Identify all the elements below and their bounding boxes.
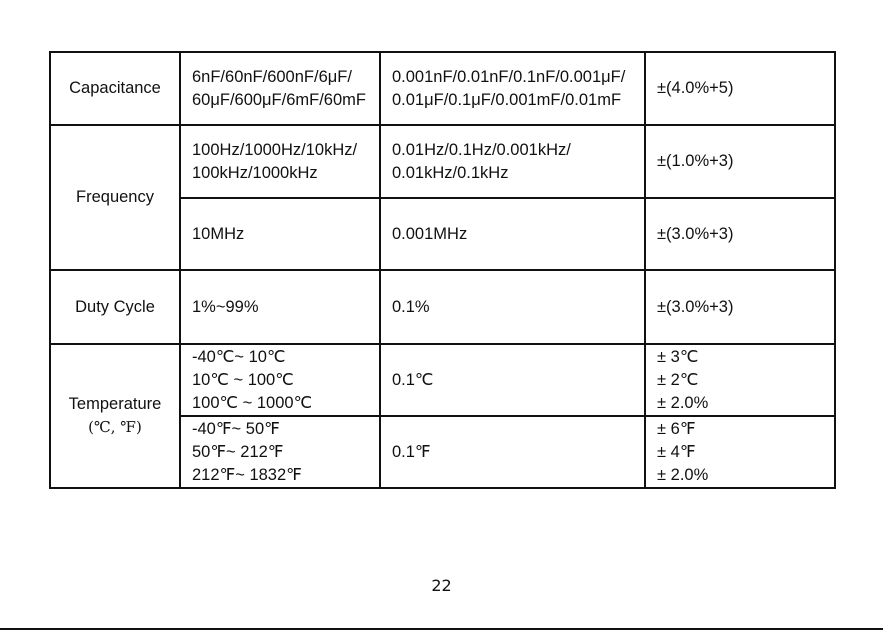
accuracy-value: ± 2℃ xyxy=(657,370,699,389)
resolution-cell xyxy=(380,125,645,198)
resolution-line: 0.01μF/0.1μF/0.001mF/0.01mF xyxy=(392,90,622,109)
table-row-temperature-celsius xyxy=(50,344,835,416)
parameter-cell-duty-cycle xyxy=(50,270,180,344)
range-line: 50℉~ 212℉ xyxy=(192,442,284,461)
accuracy-cell xyxy=(645,198,835,270)
resolution-line: 0.1% xyxy=(392,297,430,316)
resolution-cell xyxy=(380,52,645,125)
range-line: 100℃ ~ 1000℃ xyxy=(192,393,313,412)
range-line: 10MHz xyxy=(192,224,245,243)
range-cell xyxy=(180,270,380,344)
range-line: -40℃~ 10℃ xyxy=(192,347,286,366)
accuracy-cell xyxy=(645,344,835,416)
table-row-frequency-low xyxy=(50,125,835,198)
range-line: 60μF/600μF/6mF/60mF xyxy=(192,90,366,109)
resolution-line: 0.001MHz xyxy=(392,224,468,243)
table-row-capacitance xyxy=(50,52,835,125)
accuracy-value: ± 6℉ xyxy=(657,419,696,438)
accuracy-value: ± 3℃ xyxy=(657,347,699,366)
table-row-duty-cycle xyxy=(50,270,835,344)
accuracy-value: ±(3.0%+3) xyxy=(657,224,734,243)
accuracy-value: ± 2.0% xyxy=(657,465,709,484)
resolution-cell xyxy=(380,344,645,416)
footer-divider xyxy=(0,628,883,630)
parameter-label: Temperature xyxy=(68,395,162,413)
range-line: -40℉~ 50℉ xyxy=(192,419,280,438)
accuracy-value: ± 4℉ xyxy=(657,442,696,461)
accuracy-cell xyxy=(645,52,835,125)
parameter-label: Frequency xyxy=(76,188,154,206)
specification-table xyxy=(49,51,836,489)
parameter-units: (℃, ℉) xyxy=(88,418,142,436)
resolution-line: 0.1℉ xyxy=(392,442,431,461)
accuracy-cell xyxy=(645,270,835,344)
range-cell xyxy=(180,344,380,416)
parameter-label: Duty Cycle xyxy=(75,297,155,316)
resolution-line: 0.001nF/0.01nF/0.1nF/0.001μF/ xyxy=(392,67,626,86)
range-cell xyxy=(180,416,380,488)
range-cell xyxy=(180,125,380,198)
accuracy-cell xyxy=(645,125,835,198)
parameter-cell-temperature xyxy=(50,344,180,488)
range-line: 1%~99% xyxy=(192,297,259,316)
range-line: 100kHz/1000kHz xyxy=(192,163,318,182)
range-line: 10℃ ~ 100℃ xyxy=(192,370,294,389)
range-line: 100Hz/1000Hz/10kHz/ xyxy=(192,140,358,159)
parameter-cell-capacitance xyxy=(50,52,180,125)
accuracy-value: ± 2.0% xyxy=(657,393,709,412)
accuracy-cell xyxy=(645,416,835,488)
resolution-line: 0.01Hz/0.1Hz/0.001kHz/ xyxy=(392,140,571,159)
parameter-label: Capacitance xyxy=(69,79,161,97)
resolution-cell xyxy=(380,198,645,270)
parameter-cell-frequency xyxy=(50,125,180,270)
resolution-line: 0.01kHz/0.1kHz xyxy=(392,163,509,182)
resolution-line: 0.1℃ xyxy=(392,370,434,389)
range-line: 6nF/60nF/600nF/6μF/ xyxy=(192,67,352,86)
range-cell xyxy=(180,52,380,125)
accuracy-value: ±(3.0%+3) xyxy=(657,297,734,316)
accuracy-value: ±(1.0%+3) xyxy=(657,152,734,170)
range-cell xyxy=(180,198,380,270)
page-number: 22 xyxy=(431,576,452,595)
range-line: 212℉~ 1832℉ xyxy=(192,465,302,484)
accuracy-value: ±(4.0%+5) xyxy=(657,79,734,97)
resolution-cell xyxy=(380,416,645,488)
resolution-cell xyxy=(380,270,645,344)
